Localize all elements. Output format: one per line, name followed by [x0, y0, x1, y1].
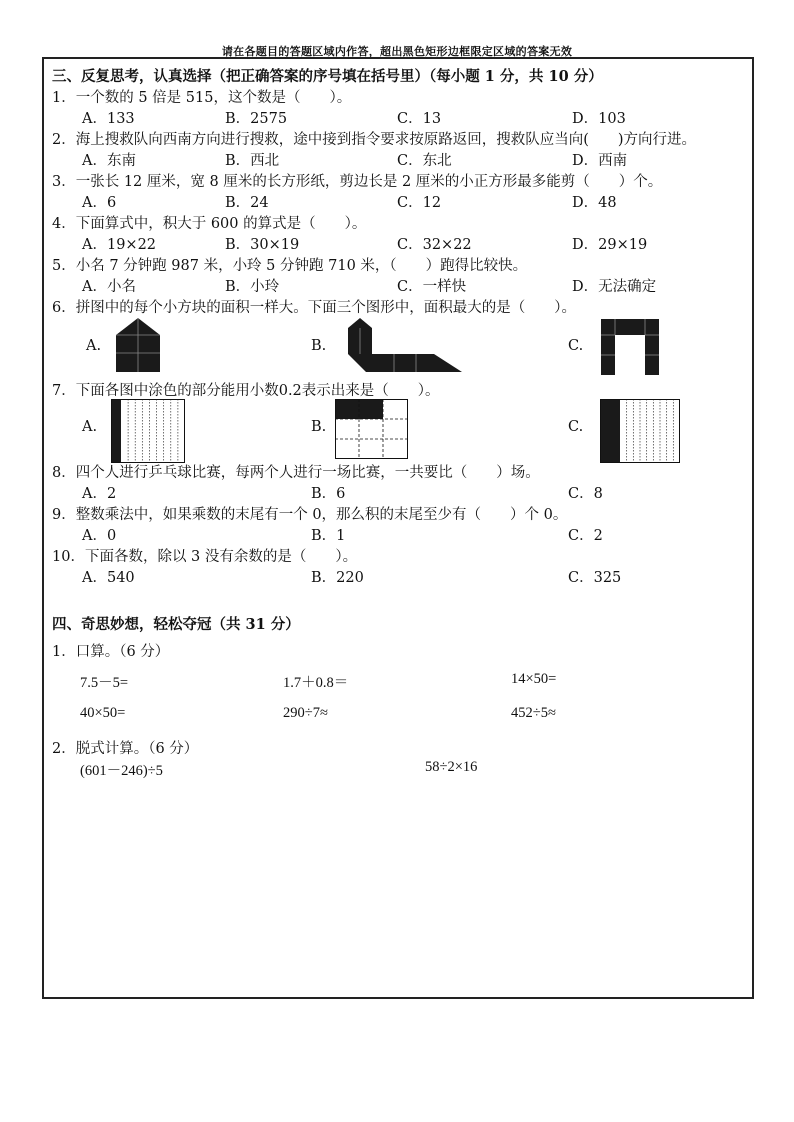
q6-figure-c [601, 319, 659, 375]
oral-calc-item: 452÷5≈ [511, 705, 556, 721]
q5-option-b: B．小玲 [225, 279, 280, 295]
q4-option-a: A．19×22 [82, 237, 157, 253]
q8-option-a: A．2 [82, 486, 117, 502]
detached-calc-item: (601－246)÷5 [80, 763, 163, 779]
q10-option-a: A．540 [82, 570, 135, 586]
question-6: 6．拼图中的每个小方块的面积一样大。下面三个图形中，面积最大的是（ ）。 [52, 300, 576, 316]
q6-option-c: C. [568, 338, 584, 354]
q7-figure-c [600, 399, 680, 463]
q1-option-b: B．2575 [225, 111, 288, 127]
q2-option-c: C．东北 [397, 153, 452, 169]
q3-option-c: C．12 [397, 195, 442, 211]
oral-calc-label: 1．口算。（6 分） [52, 644, 170, 660]
q2-option-a: A．东南 [82, 153, 136, 169]
q9-option-c: C．2 [568, 528, 603, 544]
q6-option-a: A. [86, 338, 102, 354]
q1-option-a: A．133 [82, 111, 135, 127]
q4-option-c: C．32×22 [397, 237, 472, 253]
question-7: 7．下面各图中涂色的部分能用小数0.2表示出来是（ ）。 [52, 383, 440, 399]
q1-option-d: D．103 [572, 111, 626, 127]
q6-figure-a [116, 318, 160, 372]
question-5: 5．小名 7 分钟跑 987 米，小玲 5 分钟跑 710 米，（ ）跑得比较快。 [52, 258, 528, 274]
q4-option-b: B．30×19 [225, 237, 300, 253]
section-3-title: 三、反复思考，认真选择（把正确答案的序号填在括号里）（每小题 1 分，共 10 分） [52, 68, 603, 85]
q7-option-c: C. [568, 419, 584, 435]
q10-option-b: B．220 [311, 570, 364, 586]
q10-option-c: C．325 [568, 570, 622, 586]
q9-option-a: A．0 [82, 528, 117, 544]
q7-option-a: A. [82, 419, 98, 435]
q6-figure-b [338, 318, 462, 372]
question-8: 8．四个人进行乒乓球比赛，每两个人进行一场比赛，一共要比（ ）场。 [52, 465, 540, 481]
q8-option-b: B．6 [311, 486, 346, 502]
q4-option-d: D．29×19 [572, 237, 648, 253]
q3-option-b: B．24 [225, 195, 269, 211]
q1-option-c: C．13 [397, 111, 442, 127]
oral-calc-item: 1.7＋0.8＝ [283, 675, 349, 691]
q7-figure-b [335, 399, 408, 459]
question-10: 10．下面各数，除以 3 没有余数的是（ ）。 [52, 549, 358, 565]
q9-option-b: B．1 [311, 528, 346, 544]
q8-option-c: C．8 [568, 486, 603, 502]
oral-calc-item: 7.5－5= [80, 675, 129, 691]
question-4: 4．下面算式中，积大于 600 的算式是（ ）。 [52, 216, 367, 232]
q2-option-b: B．西北 [225, 153, 280, 169]
q6-option-b: B. [311, 338, 327, 354]
oral-calc-item: 290÷7≈ [283, 705, 328, 721]
q2-option-d: D．西南 [572, 153, 628, 169]
q7-option-b: B. [311, 419, 327, 435]
q5-option-c: C．一样快 [397, 279, 467, 295]
detached-calc-item: 58÷2×16 [425, 759, 478, 775]
oral-calc-item: 14×50= [511, 671, 557, 687]
q5-option-a: A．小名 [82, 279, 136, 295]
question-1: 1．一个数的 5 倍是 515，这个数是（ ）。 [52, 90, 352, 106]
answer-area-notice: 请在各题目的答题区域内作答，超出黑色矩形边框限定区域的答案无效 [221, 45, 573, 58]
detached-calc-label: 2．脱式计算。（6 分） [52, 741, 199, 757]
question-9: 9．整数乘法中，如果乘数的末尾有一个 0，那么积的末尾至少有（ ）个 0。 [52, 507, 568, 523]
question-3: 3．一张长 12 厘米，宽 8 厘米的长方形纸，剪边长是 2 厘米的小正方形最多能剪（ ）个。 [52, 174, 663, 190]
q5-option-d: D．无法确定 [572, 279, 657, 295]
q3-option-a: A．6 [82, 195, 117, 211]
q7-figure-a [111, 399, 185, 463]
oral-calc-item: 40×50= [80, 705, 126, 721]
question-2: 2．海上搜救队向西南方向进行搜救，途中接到指令要求按原路返回，搜救队应当向( )方向行进。 [52, 132, 697, 148]
section-4-title: 四、奇思妙想，轻松夺冠（共 31 分） [52, 616, 300, 633]
q3-option-d: D．48 [572, 195, 617, 211]
